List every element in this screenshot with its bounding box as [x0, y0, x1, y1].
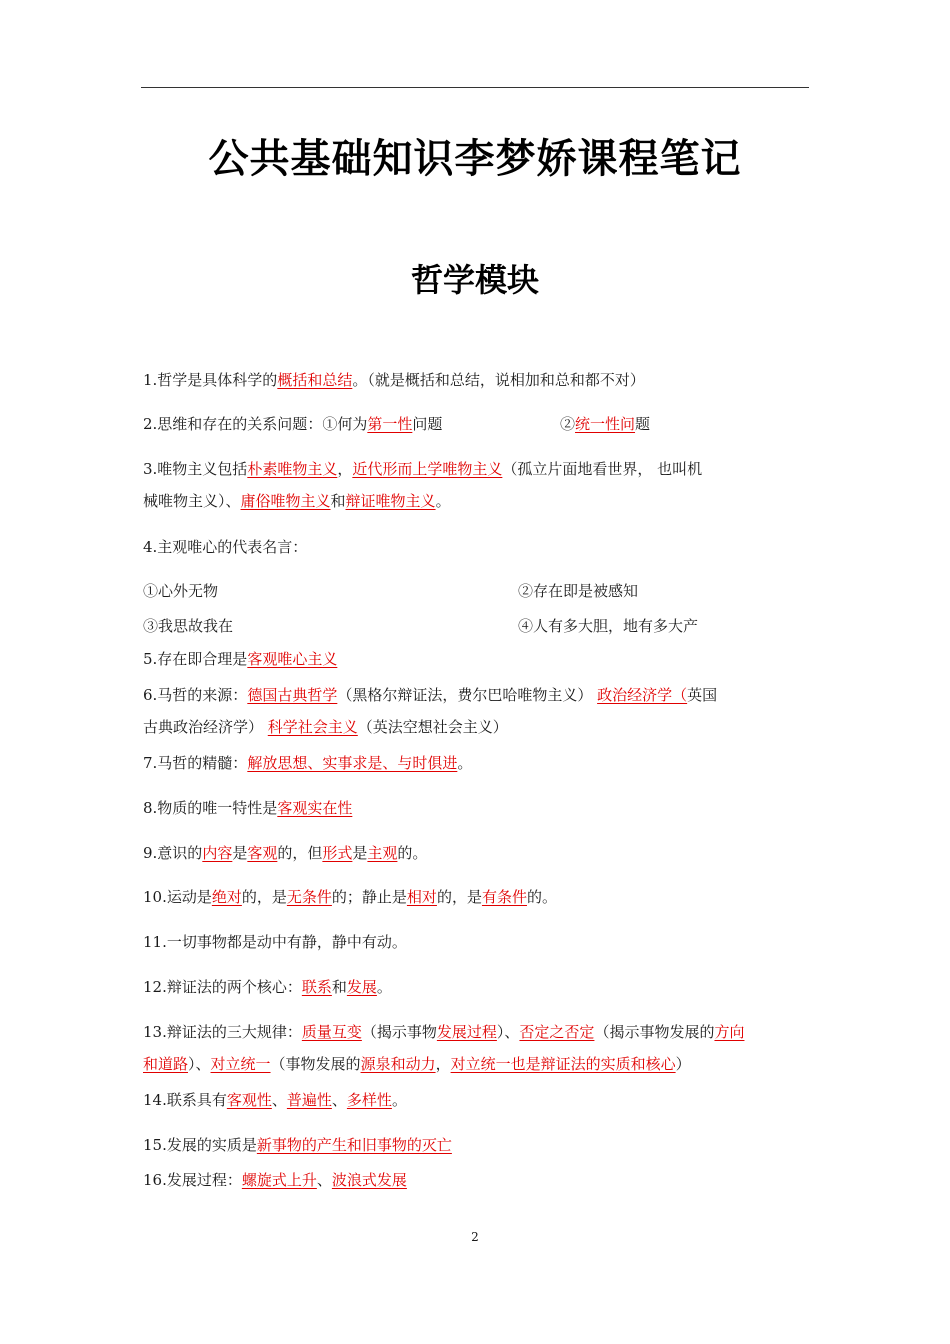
keyword: 多样性: [346, 1091, 392, 1109]
note-10: 10.运动是绝对的，是无条件的；静止是相对的，是有条件的。: [143, 888, 557, 906]
page-number: 2: [471, 1230, 479, 1244]
keyword: 无条件: [286, 888, 332, 906]
keyword: 客观性: [226, 1091, 272, 1109]
keyword: 客观: [247, 844, 278, 862]
keyword: 有条件: [481, 888, 527, 906]
note-6-line-2: 古典政治经济学） 科学社会主义（英法空想社会主义）: [143, 718, 508, 736]
quote-2: ②存在即是被感知: [518, 582, 639, 600]
note-2-part-2: ②统一性问题: [560, 415, 651, 433]
note-7: 7.马哲的精髓：解放思想、实事求是、与时俱进。: [143, 754, 473, 772]
keyword: 波浪式发展: [331, 1171, 407, 1189]
note-3-line-1: 3.唯物主义包括朴素唯物主义，近代形而上学唯物主义（孤立片面地看世界， 也叫机: [143, 460, 703, 478]
keyword: 否定之否定: [519, 1023, 595, 1041]
quote-1: ①心外无物: [143, 582, 219, 600]
keyword: 源泉和动力: [360, 1055, 436, 1073]
keyword: 普遍性: [286, 1091, 332, 1109]
keyword: 辩证唯物主义: [345, 492, 436, 510]
keyword: 对立统一也是辩证法的实质和核心: [450, 1055, 676, 1073]
note-14: 14.联系具有客观性、普遍性、多样性。: [143, 1091, 407, 1109]
keyword: 客观唯心主义: [247, 650, 338, 668]
note-5: 5.存在即合理是客观唯心主义: [143, 650, 338, 668]
page-title: 公共基础知识李梦娇课程笔记: [208, 136, 742, 182]
keyword: 概括和总结: [277, 371, 353, 389]
keyword: 对立统一: [210, 1055, 271, 1073]
keyword: 统一性问: [575, 415, 636, 433]
keyword: 政治经济学（: [597, 686, 688, 704]
keyword: 螺旋式上升: [241, 1171, 317, 1189]
keyword: 科学社会主义: [267, 718, 358, 736]
keyword: 方向: [714, 1023, 745, 1041]
keyword: 解放思想、实事求是、与时俱进: [247, 754, 458, 772]
quote-4: ④人有多大胆，地有多大产: [518, 617, 699, 635]
note-9: 9.意识的内容是客观的，但形式是主观的。: [143, 844, 428, 862]
keyword: 主观: [367, 844, 398, 862]
note-15: 15.发展的实质是新事物的产生和旧事物的灭亡: [143, 1136, 452, 1154]
keyword: 形式: [322, 844, 353, 862]
keyword: 联系: [301, 978, 332, 996]
note-1: 1.哲学是具体科学的概括和总结。（就是概括和总结，说相加和总和都不对）: [143, 371, 645, 389]
quote-3: ③我思故我在: [143, 617, 234, 635]
note-2: 2.思维和存在的关系问题：①何为第一性问题: [143, 415, 443, 433]
note-11: 11.一切事物都是动中有静，静中有动。: [143, 933, 407, 951]
note-6-line-1: 6.马哲的来源：德国古典哲学（黑格尔辩证法，费尔巴哈唯物主义） 政治经济学（英国: [143, 686, 718, 704]
note-13-line-2: 和道路）、对立统一（事物发展的源泉和动力，对立统一也是辩证法的实质和核心）: [143, 1055, 691, 1073]
keyword: 新事物的产生和旧事物的灭亡: [256, 1136, 452, 1154]
header-rule: [141, 87, 809, 88]
keyword: 第一性: [367, 415, 413, 433]
note-4: 4.主观唯心的代表名言：: [143, 538, 308, 556]
keyword: 内容: [202, 844, 233, 862]
keyword: 庸俗唯物主义: [240, 492, 331, 510]
note-3-line-2: 械唯物主义）、庸俗唯物主义和辩证唯物主义。: [143, 492, 451, 510]
keyword: 质量互变: [301, 1023, 362, 1041]
keyword: 和道路: [143, 1055, 189, 1073]
keyword: 朴素唯物主义: [247, 460, 338, 478]
keyword: 相对: [406, 888, 437, 906]
note-16: 16.发展过程：螺旋式上升、波浪式发展: [143, 1171, 407, 1189]
keyword: 近代形而上学唯物主义: [352, 460, 503, 478]
keyword: 发展过程: [436, 1023, 497, 1041]
note-12: 12.辩证法的两个核心：联系和发展。: [143, 978, 392, 996]
section-title: 哲学模块: [410, 261, 539, 299]
note-8: 8.物质的唯一特性是客观实在性: [143, 799, 353, 817]
keyword: 德国古典哲学: [247, 686, 338, 704]
keyword: 客观实在性: [277, 799, 353, 817]
keyword: 发展: [346, 978, 377, 996]
keyword: 绝对: [211, 888, 242, 906]
note-13-line-1: 13.辩证法的三大规律：质量互变（揭示事物发展过程）、否定之否定（揭示事物发展的方向: [143, 1023, 745, 1041]
